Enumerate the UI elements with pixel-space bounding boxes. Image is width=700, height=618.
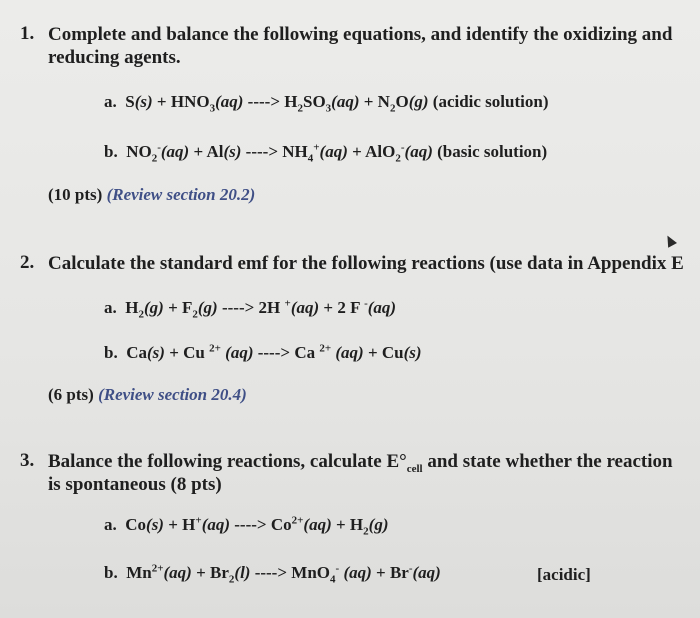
q3-number: 3. [20, 450, 35, 471]
q1a-equation: a. $S(s) + HNO_3(aq)$ ----> $H_2SO_3(aq) + N_2O(g)$ (acidic solution) [104, 92, 549, 115]
q2-review-link: (Review section 20.4) [98, 385, 247, 404]
mouse-cursor-icon [663, 233, 677, 247]
q1-text: Complete and balance the following equations, and identify the oxidizing and reducing agents. [48, 24, 673, 68]
q3b-equation: b. $Mn^{2+}(aq) + Br_2(l)$ ----> MnO$_4$- (aq) + Br-(aq) [104, 562, 441, 586]
q1-number: 1. [20, 23, 35, 44]
q1b-label: b. [104, 142, 118, 161]
q3-text: Balance the following reactions, calculate $E^\circ_{cell}$ and state whether the reaction is spontaneous (8 pts) [48, 451, 673, 495]
q3b-label: b. [104, 563, 118, 582]
q2-points: (6 pts) (Review section 20.4) [48, 385, 247, 404]
q3b-condition: [acidic] [537, 565, 591, 584]
q1a-label: a. [104, 92, 117, 111]
q1b-equation: b. $NO_2^-(aq) + Al(s)$ ----> $NH_4^+(aq) + AlO_2^-(aq)$ (basic solution) [104, 141, 548, 165]
q2-text: Calculate the standard emf for the following reactions (use data in Appendix E [48, 253, 684, 274]
q3a-equation: a. Co(s) + H+(aq) ----> $Co^{2+}(aq) + H_2(g)$ [104, 514, 389, 538]
q1-points: (10 pts) (Review section 20.2) [48, 185, 256, 204]
q1-review-link: (Review section 20.2) [106, 185, 256, 204]
q2b-label: b. [104, 343, 118, 362]
q2-number: 2. [20, 252, 35, 273]
q2b-equation: b. Ca(s) + Cu $^{2+}$ (aq) ----> Ca $^{2+}$ (aq) + Cu(s) [104, 342, 422, 362]
q3a-label: a. [104, 515, 117, 534]
q2a-equation: a. $H_2(g) + F_2(g)$ ----> 2H +(aq) + 2 F -(aq) [104, 297, 397, 321]
q2a-label: a. [104, 298, 117, 317]
